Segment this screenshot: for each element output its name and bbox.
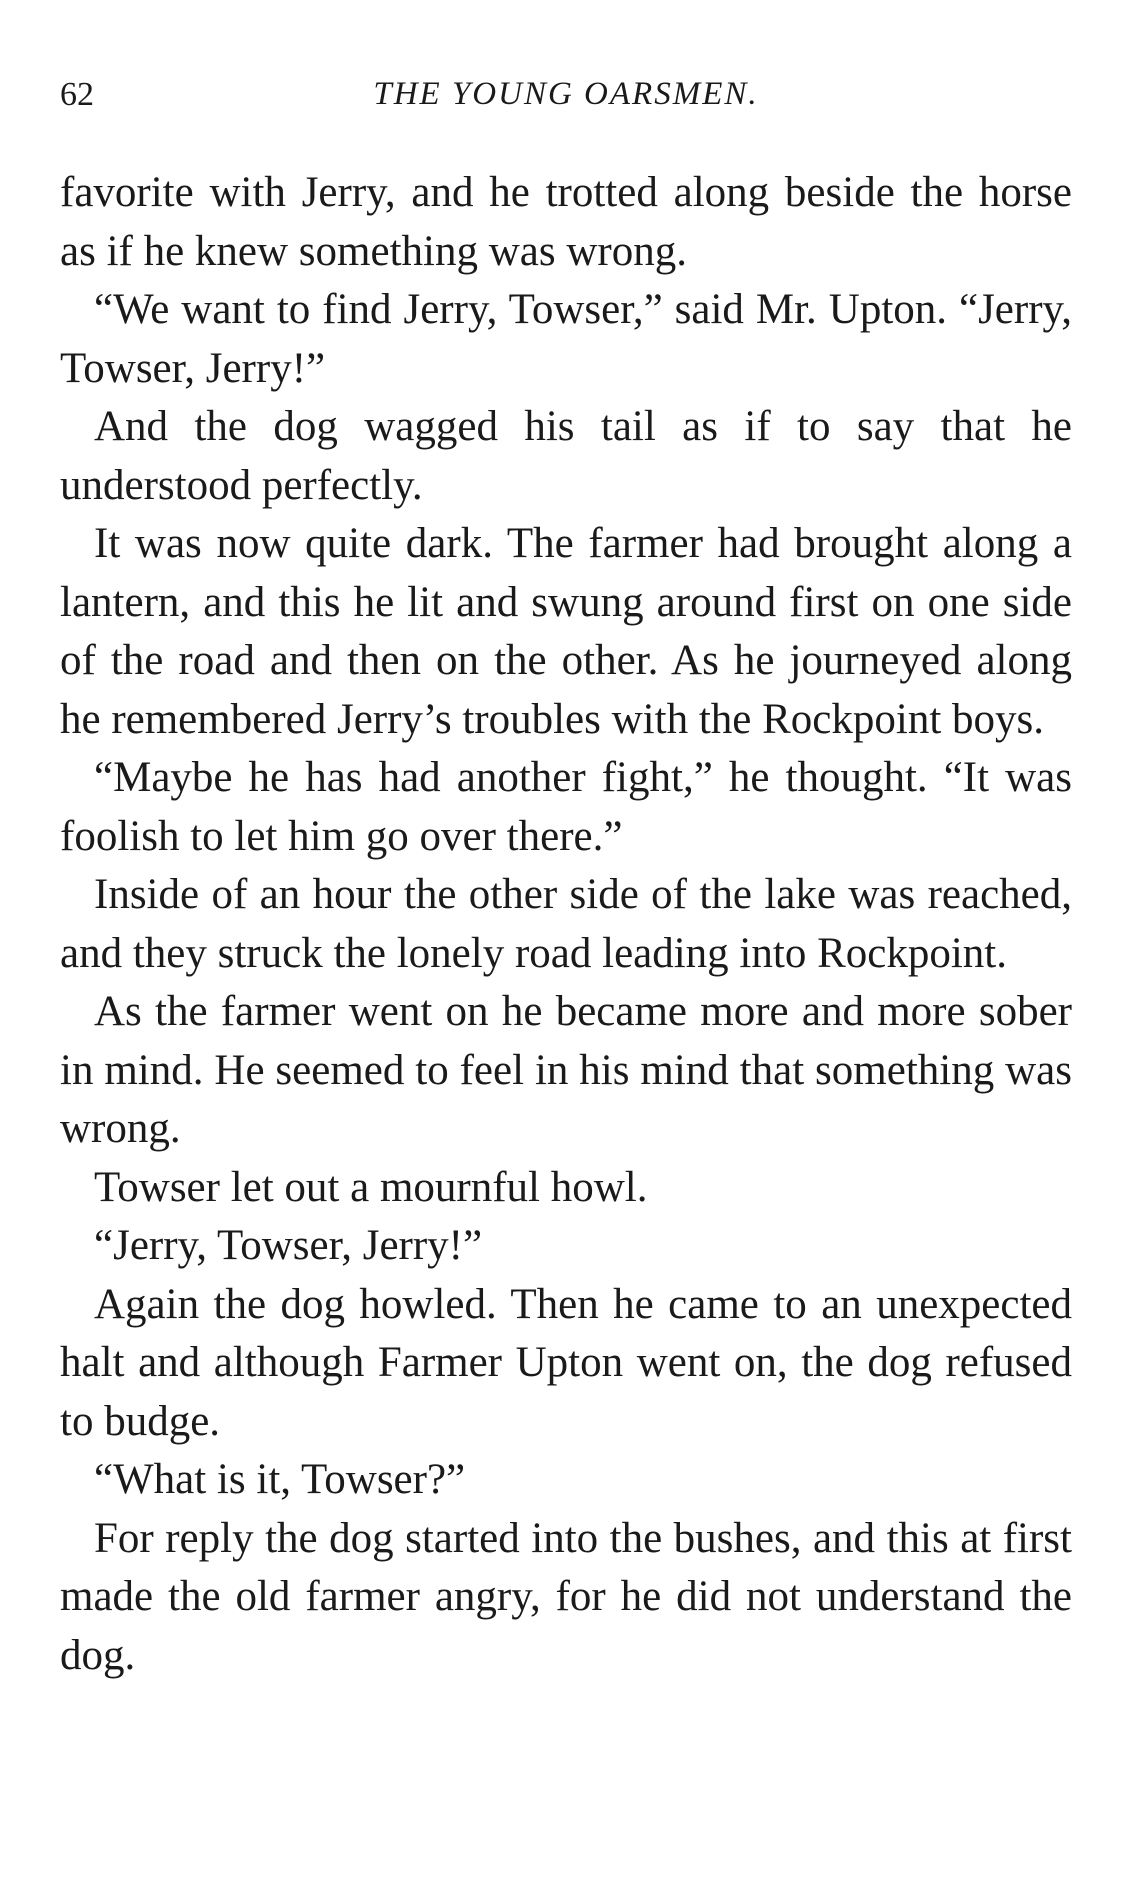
body-text	[60, 164, 1072, 1685]
paragraph-9: “Jerry, Towser, Jerry!”	[94, 1222, 483, 1269]
paragraph-5: “Maybe he has had another fight,” he thought. “It was foolish to let him go over there.”	[60, 754, 1072, 860]
paragraph-4: It was now quite dark. The farmer had brought along a lantern, and this he lit and swung around first on one side of the road and then on the other. As he journeyed along he remembered Jerry’s troubles with the Rockpoint boys.	[60, 520, 1072, 743]
paragraph-2: “We want to find Jerry, Towser,” said Mr. Upton. “Jerry, Towser, Jerry!”	[60, 286, 1072, 392]
page-number: 62	[60, 76, 94, 113]
paragraph-12: For reply the dog started into the bushes, and this at first made the old farmer angry, for he did not understand the dog.	[60, 1514, 1072, 1679]
running-title: THE YOUNG OARSMEN.	[373, 76, 759, 112]
book-page	[60, 62, 1072, 1685]
paragraph-11: “What is it, Towser?”	[94, 1456, 466, 1503]
paragraph-1: favorite with Jerry, and he trotted along beside the horse as if he knew something was wrong.	[60, 169, 1072, 275]
paragraph-8: Towser let out a mournful howl.	[94, 1163, 648, 1211]
paragraph-7: As the farmer went on he became more and more sober in mind. He seemed to feel in his mind that something was wrong.	[60, 988, 1072, 1152]
paragraph-3: And the dog wagged his tail as if to say that he understood perfectly.	[60, 403, 1072, 509]
paragraph-10: Again the dog howled. Then he came to an unexpected halt and although Farmer Upton went on, the dog refused to budge.	[60, 1280, 1072, 1445]
page-header	[60, 62, 1072, 122]
paragraph-6: Inside of an hour the other side of the lake was reached, and they struck the lonely road leading into Rockpoint.	[60, 871, 1072, 977]
